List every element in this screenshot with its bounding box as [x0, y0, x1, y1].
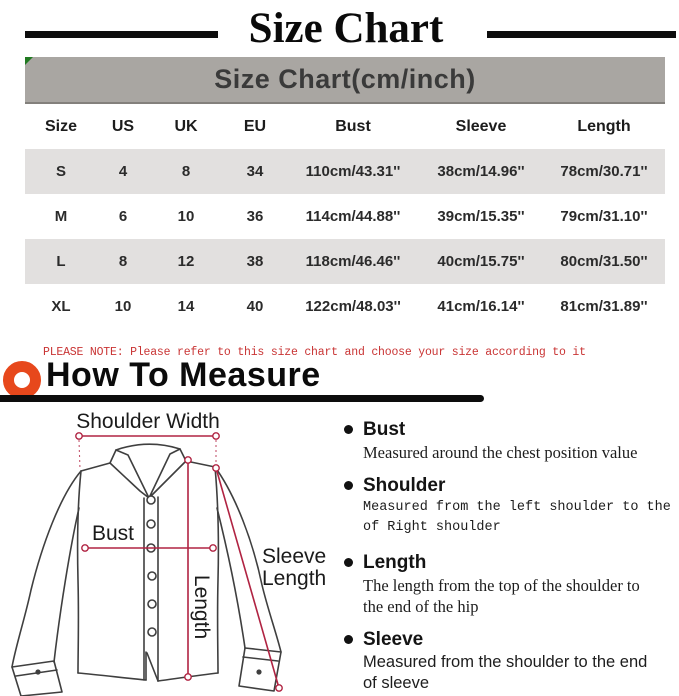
measure-definitions-list: [344, 417, 676, 696]
table-row: [25, 194, 665, 239]
col-header: Bust: [335, 117, 371, 135]
cell-sleeve: 41cm/16.14'': [437, 298, 525, 315]
col-header: EU: [243, 117, 267, 135]
cell-bust: 118cm/46.46'': [305, 253, 401, 270]
cell-uk: 14: [177, 298, 195, 315]
cell-uk: 12: [177, 253, 195, 270]
shoulder-width-label: Shoulder Width: [76, 410, 220, 433]
desc-shoulder-line2: of Right shoulder: [363, 520, 501, 535]
list-item-length: [344, 550, 676, 617]
cell-eu: 36: [246, 208, 264, 225]
col-header: Length: [577, 117, 631, 135]
size-table: [25, 104, 665, 329]
cell-sleeve: 39cm/15.35'': [437, 208, 525, 225]
page-title: Size Chart: [248, 5, 444, 52]
cell-eu: 40: [246, 298, 264, 315]
bust-label: Bust: [91, 522, 135, 545]
cell-us: 6: [118, 208, 128, 225]
cell-size: L: [56, 253, 66, 270]
cell-sleeve: 40cm/15.75'': [437, 253, 525, 270]
desc-bust: Measured around the chest position value: [363, 443, 638, 462]
how-to-measure-title: How To Measure: [46, 356, 321, 394]
cell-sleeve: 38cm/14.96'': [437, 163, 525, 180]
cell-length: 81cm/31.89'': [560, 298, 648, 315]
table-row: [25, 239, 665, 284]
table-row: [25, 149, 665, 194]
bullet-icon: [344, 558, 353, 567]
cell-size: S: [55, 163, 66, 180]
sleeve-length-label-line1: Sleeve: [262, 545, 327, 568]
cell-size: M: [54, 208, 68, 225]
sleeve-length-label-line2: Length: [262, 567, 327, 590]
cell-us: 10: [114, 298, 132, 315]
bullet-icon: [344, 481, 353, 490]
term-length: Length: [363, 552, 427, 573]
orange-ring-icon: [3, 361, 41, 399]
cell-bust: 114cm/44.88'': [305, 208, 401, 225]
bullet-icon: [344, 635, 353, 644]
desc-sleeve-line1: Measured from the shoulder to the end: [363, 653, 648, 671]
desc-length-line2: the end of the hip: [363, 597, 479, 616]
title-rule-right: [487, 31, 676, 38]
cell-length: 78cm/30.71'': [560, 163, 648, 180]
col-header: UK: [174, 117, 198, 135]
term-bust: Bust: [363, 419, 406, 440]
title-rule-left: [25, 31, 218, 38]
shirt-measure-diagram: [0, 400, 340, 696]
cell-length: 80cm/31.50'': [560, 253, 648, 270]
table-row: [25, 284, 665, 329]
cell-eu: 34: [246, 163, 264, 180]
list-item-bust: [344, 417, 676, 463]
list-item-shoulder: [344, 473, 676, 538]
term-shoulder: Shoulder: [363, 475, 446, 496]
col-header: Sleeve: [455, 117, 507, 135]
cell-bust: 110cm/43.31'': [305, 163, 401, 180]
col-header: US: [111, 117, 135, 135]
cell-uk: 8: [181, 163, 191, 180]
bullet-icon: [344, 425, 353, 434]
measure-endpoints: [76, 433, 282, 691]
cell-us: 4: [118, 163, 128, 180]
cell-size: XL: [51, 298, 71, 315]
cell-us: 8: [118, 253, 128, 270]
length-label: Length: [190, 574, 213, 640]
cell-bust: 122cm/48.03'': [305, 298, 401, 315]
measure-lines: [79, 436, 279, 688]
col-header: Size: [44, 117, 77, 135]
please-note-text: PLEASE NOTE: Please refer to this size chart and choose your size according to it: [43, 346, 586, 359]
cell-length: 79cm/31.10'': [560, 208, 648, 225]
table-header-row: [25, 104, 665, 149]
corner-marker-icon: [25, 57, 33, 65]
shirt-buttons: [36, 496, 261, 674]
desc-length-line1: The length from the top of the shoulder to: [363, 576, 640, 595]
desc-shoulder-line1: Measured from the left shoulder to the: [363, 500, 671, 515]
term-sleeve: Sleeve: [363, 629, 424, 650]
cell-uk: 10: [177, 208, 195, 225]
cell-eu: 38: [246, 253, 264, 270]
list-item-sleeve: [344, 627, 676, 694]
table-header-bar: [25, 57, 665, 104]
desc-sleeve-line2: of sleeve: [363, 674, 430, 692]
table-header-title: Size Chart(cm/inch): [214, 64, 476, 94]
